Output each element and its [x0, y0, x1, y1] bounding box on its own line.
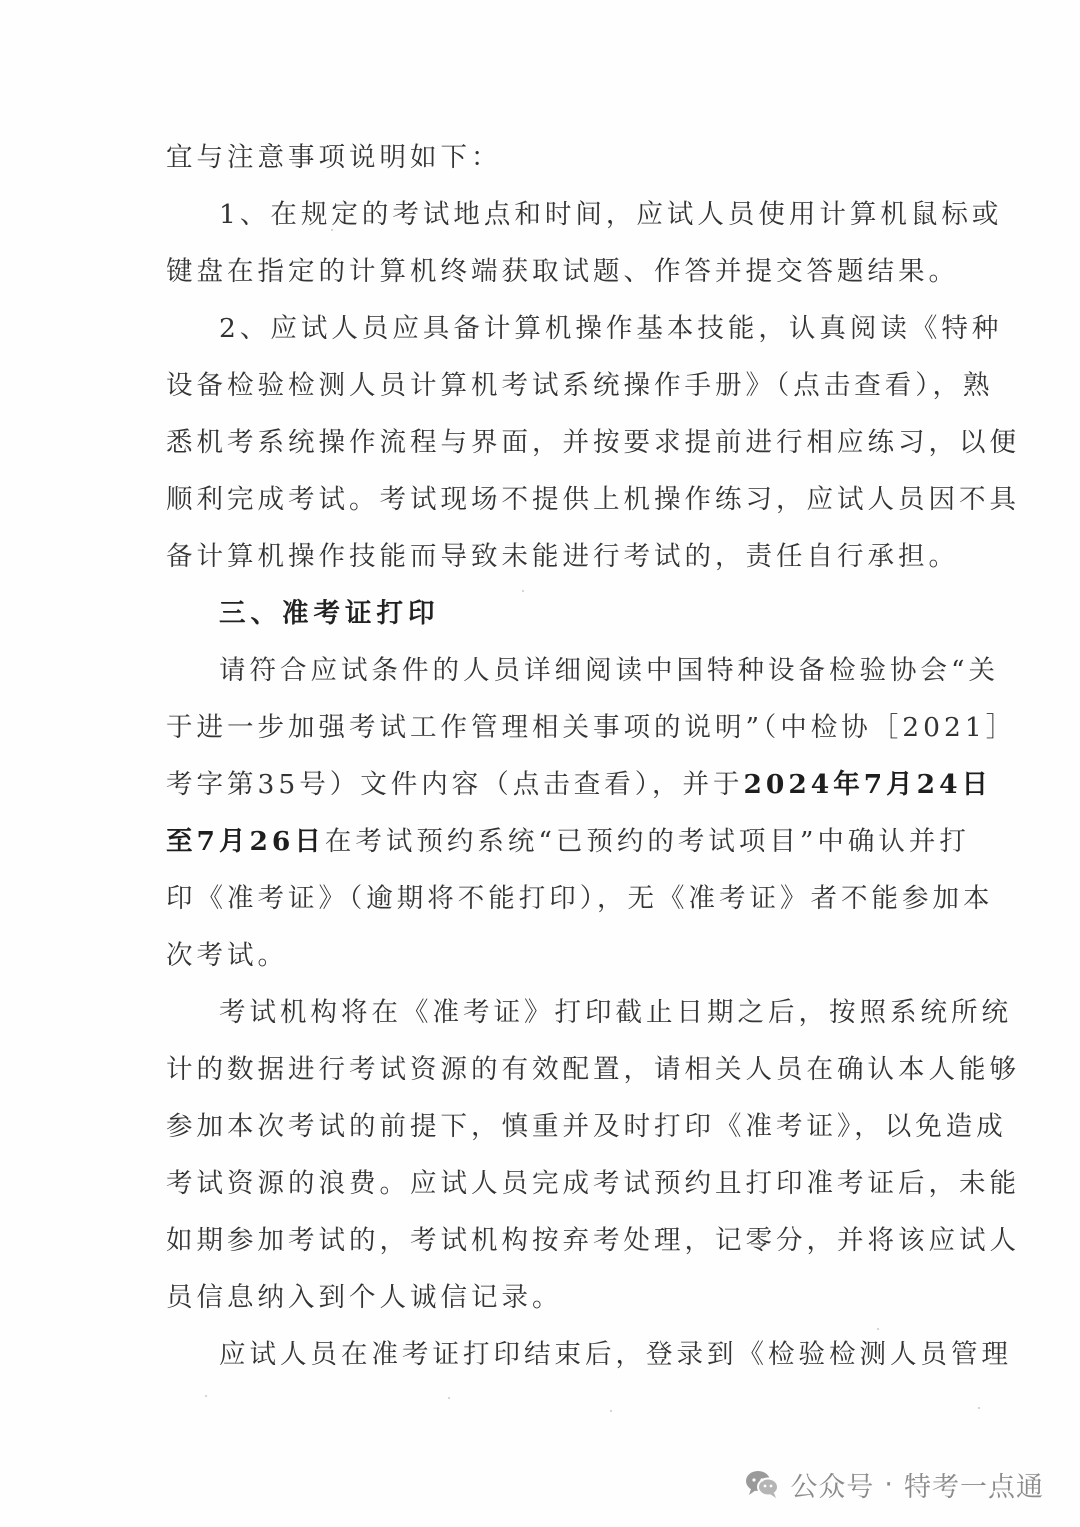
text-line: 如期参加考试的，考试机构按弃考处理，记零分，并将该应试人 [166, 1225, 1020, 1256]
watermark-separator: · [884, 1468, 894, 1500]
section-heading: 三、准考证打印 [219, 598, 440, 629]
text-line: 键盘在指定的计算机终端获取试题、作答并提交答题结果。 [166, 256, 959, 287]
text-line: 印《准考证》（逾期将不能打印），无《准考证》者不能参加本 [166, 883, 994, 914]
text-line: 员信息纳入到个人诚信记录。 [166, 1282, 563, 1313]
scan-speck [610, 1410, 612, 1412]
date-start: 2024年7月24日 [743, 769, 993, 800]
scan-speck [522, 590, 524, 592]
date-end: 至7月26日 [166, 826, 325, 857]
item-2-line: 2、应试人员应具备计算机操作基本技能，认真阅读《特种 [219, 313, 1003, 344]
text-line [166, 822, 970, 862]
text-line: 顺利完成考试。考试现场不提供上机操作练习，应试人员因不具 [166, 484, 1020, 515]
scan-speck [205, 1395, 207, 1397]
text-line: 于进一步加强考试工作管理相关事项的说明”（中检协［2021］ [166, 712, 1017, 743]
text-line: 悉机考系统操作流程与界面，并按要求提前进行相应练习，以便 [166, 427, 1020, 458]
scan-speck [877, 1328, 879, 1330]
watermark-label: 公众号 [790, 1471, 875, 1503]
text-line: 请符合应试条件的人员详细阅读中国特种设备检验协会“关 [219, 655, 1000, 686]
text-line: 参加本次考试的前提下，慎重并及时打印《准考证》，以免造成 [166, 1111, 1007, 1142]
text-line: 考试机构将在《准考证》打印截止日期之后，按照系统所统 [219, 997, 1012, 1028]
wechat-icon [744, 1469, 780, 1499]
text-line: 计的数据进行考试资源的有效配置，请相关人员在确认本人能够 [166, 1054, 1020, 1085]
text-line: 设备检验检测人员计算机考试系统操作手册》（点击查看），熟 [166, 370, 994, 401]
scan-speck [448, 1397, 450, 1399]
watermark-account: 特考一点通 [904, 1471, 1044, 1503]
item-1-line: 1、在规定的考试地点和时间，应试人员使用计算机鼠标或 [219, 199, 1003, 230]
wechat-watermark [744, 1462, 1044, 1506]
text-line: 应试人员在准考证打印结束后，登录到《检验检测人员管理 [219, 1339, 1012, 1370]
text-line: 宜与注意事项说明如下： [166, 142, 502, 173]
text-segment: 考字第35号）文件内容（点击查看），并于 [166, 769, 744, 800]
text-segment: 在考试预约系统“已预约的考试项目”中确认并打 [324, 826, 970, 857]
scan-speck [978, 1407, 980, 1409]
text-line: 次考试。 [166, 940, 288, 971]
text-line: 备计算机操作技能而导致未能进行考试的，责任自行承担。 [166, 541, 959, 572]
text-line: 考试资源的浪费。应试人员完成考试预约且打印准考证后，未能 [166, 1168, 1020, 1199]
text-line [166, 765, 993, 805]
